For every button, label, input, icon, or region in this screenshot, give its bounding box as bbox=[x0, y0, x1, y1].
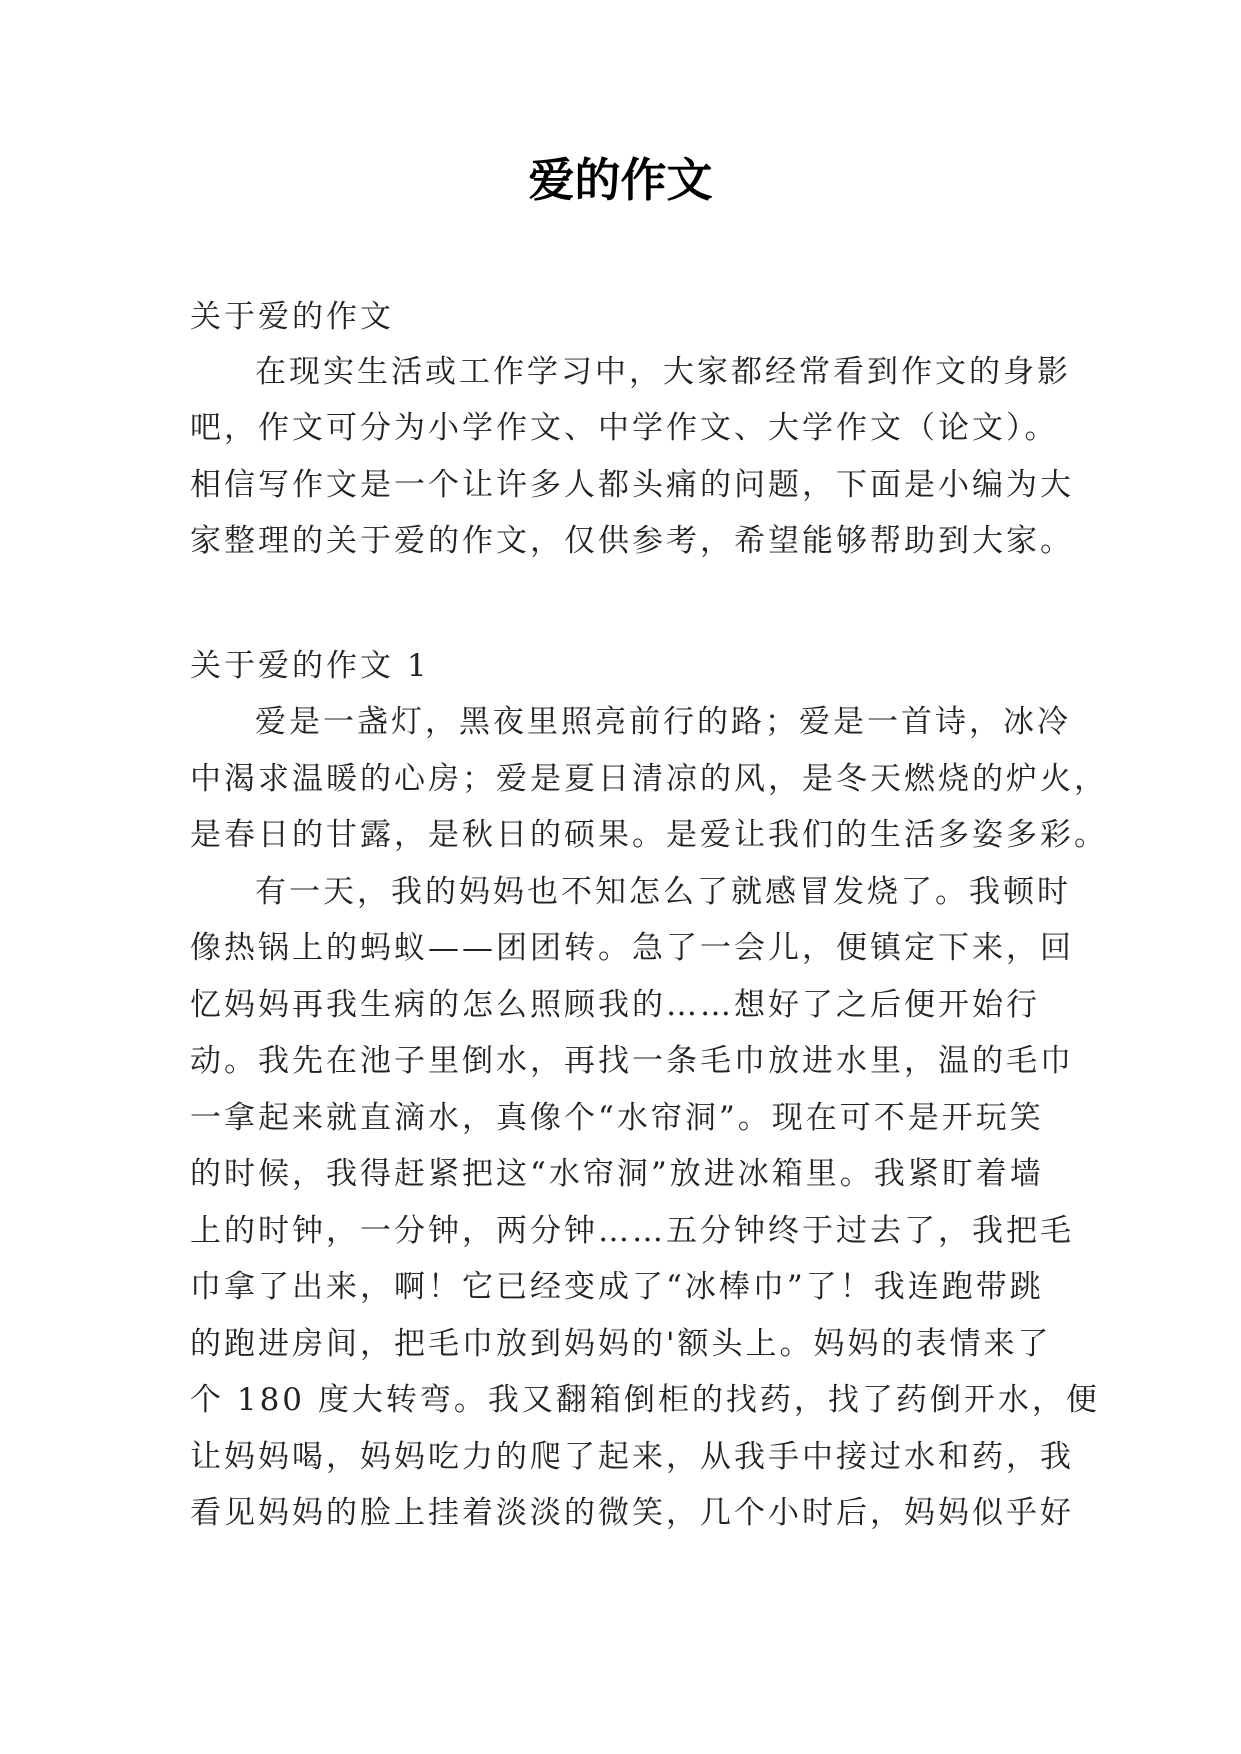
paragraph-line: 让妈妈喝，妈妈吃力的爬了起来，从我手中接过水和药，我 bbox=[190, 1439, 1074, 1475]
paragraph-line: 的跑进房间，把毛巾放到妈妈的'额头上。妈妈的表情来了 bbox=[190, 1326, 1052, 1362]
paragraph-line: 吧，作文可分为小学作文、中学作文、大学作文（论文）。 bbox=[190, 410, 1059, 446]
paragraph-line: 相信写作文是一个让许多人都头痛的问题，下面是小编为大 bbox=[190, 467, 1074, 503]
section-heading: 关于爱的作文 1 bbox=[190, 648, 430, 684]
paragraph-line: 有一天，我的妈妈也不知怎么了就感冒发烧了。我顿时 bbox=[255, 874, 1071, 910]
paragraph-line: 是春日的甘露，是秋日的硕果。是爱让我们的生活多姿多彩。 bbox=[190, 817, 1108, 853]
paragraph-line: 在现实生活或工作学习中，大家都经常看到作文的身影 bbox=[255, 354, 1071, 390]
paragraph-line: 家整理的关于爱的作文，仅供参考，希望能够帮助到大家。 bbox=[190, 523, 1074, 559]
paragraph-line: 巾拿了出来，啊！它已经变成了“冰棒巾”了！我连跑带跳 bbox=[190, 1269, 1044, 1305]
section-heading: 关于爱的作文 bbox=[190, 299, 394, 335]
paragraph-line: 上的时钟，一分钟，两分钟……五分钟终于过去了，我把毛 bbox=[190, 1213, 1074, 1249]
paragraph-line: 中渴求温暖的心房；爱是夏日清凉的风，是冬天燃烧的炉火， bbox=[190, 761, 1108, 797]
paragraph-line: 动。我先在池子里倒水，再找一条毛巾放进水里，温的毛巾 bbox=[190, 1043, 1074, 1079]
document-title: 爱的作文 bbox=[528, 153, 713, 207]
paragraph-line: 一拿起来就直滴水，真像个“水帘洞”。现在可不是开玩笑 bbox=[190, 1100, 1044, 1136]
paragraph-line: 爱是一盏灯，黑夜里照亮前行的路；爱是一首诗，冰冷 bbox=[255, 704, 1071, 740]
paragraph-line: 忆妈妈再我生病的怎么照顾我的……想好了之后便开始行 bbox=[190, 987, 1040, 1023]
paragraph-line: 像热锅上的蚂蚁——团团转。急了一会儿，便镇定下来，回 bbox=[190, 930, 1074, 966]
paragraph-line: 的时候，我得赶紧把这“水帘洞”放进冰箱里。我紧盯着墙 bbox=[190, 1156, 1044, 1192]
paragraph-line: 个 180 度大转弯。我又翻箱倒柜的找药，找了药倒开水，便 bbox=[190, 1382, 1100, 1418]
paragraph-line: 看见妈妈的脸上挂着淡淡的微笑，几个小时后，妈妈似乎好 bbox=[190, 1495, 1074, 1531]
